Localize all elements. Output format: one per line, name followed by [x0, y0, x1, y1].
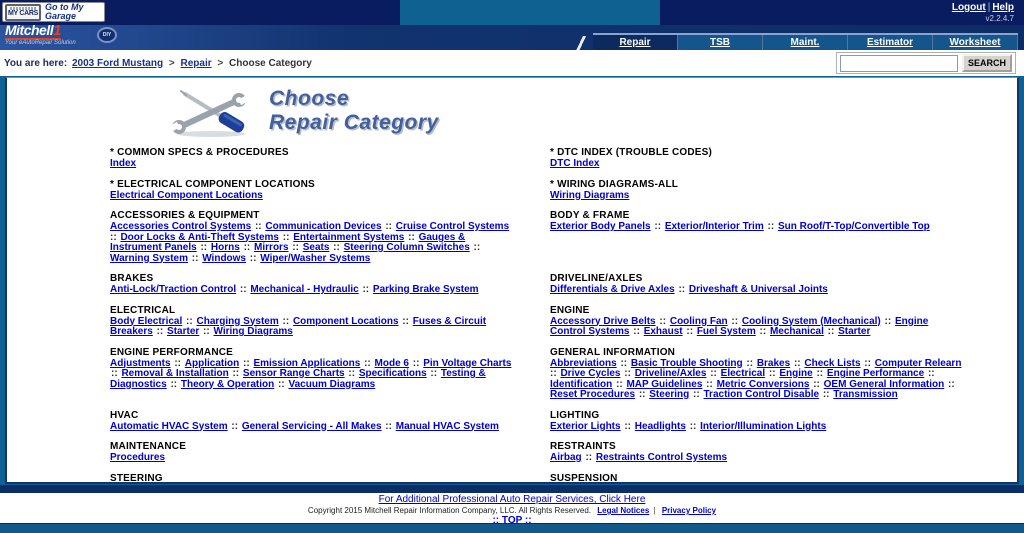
link-separator: ::: [686, 420, 700, 432]
category-link[interactable]: Engine Performance: [826, 368, 925, 379]
category-link[interactable]: Seats: [302, 242, 330, 253]
breadcrumb: [4, 58, 312, 69]
category-link[interactable]: Steering: [649, 389, 690, 400]
footer: [0, 493, 1024, 523]
category-link[interactable]: Windows: [202, 252, 246, 264]
category-links: [110, 317, 512, 338]
category-link[interactable]: Cruise Control Systems: [395, 221, 510, 232]
category-link[interactable]: Identification: [550, 378, 613, 390]
category-link[interactable]: Fuses & Circuit Breakers: [110, 315, 487, 337]
category-section: [550, 347, 964, 410]
brand-globe-badge: DIY: [97, 27, 117, 43]
category-link[interactable]: Brakes: [756, 357, 791, 369]
category-link[interactable]: Gauges & Instrument Panels: [110, 231, 466, 253]
category-link[interactable]: Mechanical - Hydraulic: [250, 284, 359, 295]
category-link[interactable]: Cooling Fan: [669, 315, 728, 327]
category-section: [550, 273, 964, 305]
top-bar-right: [660, 0, 1024, 25]
link-separator: ::: [279, 315, 292, 327]
category-link[interactable]: Starter: [838, 326, 871, 337]
category-links: [110, 422, 512, 433]
link-separator: ::: [582, 452, 595, 463]
category-link[interactable]: Airbag: [550, 452, 582, 463]
category-link[interactable]: Interior/Illumination Lights: [700, 420, 827, 432]
category-section: [550, 410, 964, 442]
category-link[interactable]: Mode 6: [374, 357, 409, 369]
link-separator: ::: [766, 368, 779, 379]
category-link[interactable]: Manual HVAC System: [395, 420, 499, 432]
category-link[interactable]: Horns: [210, 242, 240, 253]
link-separator: ::: [810, 378, 823, 390]
license-plate-icon: [5, 4, 41, 21]
link-separator: ::: [630, 326, 643, 337]
link-separator: ::: [690, 389, 703, 400]
category-link[interactable]: Starter: [167, 326, 200, 337]
category-heading: * DTC INDEX (TROUBLE CODES): [550, 147, 713, 158]
category-link[interactable]: Drive Cycles: [560, 368, 621, 379]
link-separator: ::: [399, 315, 412, 327]
category-grid: [7, 145, 1017, 484]
breadcrumb-current: Choose Category: [229, 57, 312, 69]
category-link[interactable]: Exhaust: [643, 326, 683, 337]
page-title-line1: Choose: [269, 87, 350, 110]
tab-label[interactable]: Repair: [619, 37, 651, 48]
category-link[interactable]: [244, 484, 324, 485]
category-section: [550, 147, 964, 179]
category-link[interactable]: Electrical Component Locations: [110, 189, 263, 201]
category-link[interactable]: Wiper/Washer Systems: [260, 252, 371, 264]
category-heading: ENGINE PERFORMANCE: [110, 346, 234, 358]
category-link[interactable]: Communication Devices: [265, 221, 382, 232]
category-link[interactable]: Reset Procedures: [550, 389, 636, 400]
link-separator: ::: [361, 357, 374, 369]
link-separator: ::: [728, 315, 741, 327]
category-heading: ACCESSORIES & EQUIPMENT: [110, 210, 260, 221]
category-section: [110, 210, 512, 273]
category-link[interactable]: Electrical: [720, 368, 766, 379]
link-separator: ::: [228, 420, 241, 432]
category-section: [550, 179, 964, 211]
logout-link[interactable]: Logout: [951, 2, 986, 13]
plate-label: MY CARS: [7, 9, 39, 17]
category-link[interactable]: Component Locations: [292, 315, 399, 327]
category-link[interactable]: Restraints Control Systems: [595, 452, 728, 463]
crossed-tools-icon: [169, 87, 255, 139]
tab-label[interactable]: TSB: [710, 37, 730, 48]
category-links: [110, 453, 512, 464]
category-section: [550, 441, 964, 473]
category-link[interactable]: Computer Relearn: [874, 357, 962, 369]
category-link[interactable]: Differentials & Drive Axles: [550, 284, 675, 295]
link-separator: ::: [861, 357, 874, 369]
category-link[interactable]: Metric Conversions: [716, 378, 810, 390]
link-separator: ::: [410, 357, 423, 369]
link-separator: ::: [703, 378, 716, 390]
tab-tsb[interactable]: [678, 35, 763, 50]
category-link[interactable]: Abbreviations: [550, 357, 617, 369]
link-separator: ::: [621, 420, 634, 432]
link-separator: ::: [229, 368, 242, 379]
category-section: [550, 210, 964, 273]
link-separator: ::: [743, 357, 756, 369]
category-section: [110, 305, 512, 347]
category-links: [110, 159, 512, 170]
category-section: [110, 147, 512, 179]
nav-tab-bar: [573, 33, 1018, 50]
category-section: [550, 473, 964, 485]
link-separator: [731, 484, 745, 485]
category-link[interactable]: [649, 484, 731, 485]
category-heading: SUSPENSION: [550, 472, 618, 484]
breadcrumb-prefix: You are here:: [4, 57, 68, 69]
category-heading: BODY & FRAME: [550, 210, 630, 221]
category-links: [550, 317, 964, 338]
brand-wordmark: Mitchell1: [5, 22, 61, 39]
category-links: [550, 285, 964, 296]
category-link[interactable]: Body Electrical: [110, 315, 183, 327]
link-separator: [230, 484, 244, 485]
category-link[interactable]: Cooling System (Mechanical): [741, 315, 881, 327]
link-separator: ::: [881, 315, 894, 327]
category-heading: HVAC: [110, 409, 139, 421]
category-heading: LIGHTING: [550, 409, 600, 421]
link-separator: ::: [111, 368, 121, 379]
category-heading: ENGINE: [550, 304, 590, 316]
category-links: [550, 159, 964, 170]
category-section: [110, 273, 512, 305]
top-bar: [0, 0, 1024, 25]
search-input[interactable]: [840, 55, 958, 72]
category-link[interactable]: Wiring Diagrams: [213, 326, 293, 337]
category-heading: * WIRING DIAGRAMS-ALL: [550, 178, 679, 190]
link-separator: ::: [382, 420, 395, 432]
link-separator: ::: [621, 368, 634, 379]
category-link[interactable]: [858, 484, 939, 485]
category-link[interactable]: Driveshaft & Universal Joints: [688, 284, 828, 295]
category-links: [110, 191, 512, 202]
page-title-graphic: [169, 87, 1017, 139]
link-separator: ::: [110, 231, 120, 243]
link-separator: ::: [613, 378, 626, 390]
tab-repair[interactable]: [593, 35, 678, 50]
garage-button-label: Go to My Garage: [45, 2, 84, 21]
tab-maint[interactable]: [763, 35, 848, 50]
category-link[interactable]: Pin Voltage Charts: [423, 357, 512, 369]
category-link[interactable]: [110, 484, 230, 485]
category-heading: BRAKES: [110, 273, 154, 284]
top-link[interactable]: :: TOP ::: [492, 515, 532, 523]
link-separator: ::: [945, 378, 955, 390]
services-link[interactable]: For Additional Professional Auto Repair Services, Click Here: [378, 494, 646, 505]
category-heading: ELECTRICAL: [110, 304, 176, 316]
category-link[interactable]: General Servicing - All Makes: [241, 420, 382, 432]
mitchell1-logo[interactable]: [5, 22, 112, 49]
diagonal-slash-decoration: [573, 36, 589, 50]
tab-label[interactable]: Estimator: [866, 37, 914, 48]
pipe-separator: |: [987, 2, 991, 13]
tab-estimator[interactable]: [848, 35, 933, 50]
link-separator: ::: [171, 357, 184, 369]
content-panel: [5, 77, 1019, 484]
category-link[interactable]: [745, 484, 844, 485]
category-link[interactable]: Application: [184, 357, 240, 369]
category-link[interactable]: Emission Applications: [253, 357, 361, 369]
category-link[interactable]: Engine Control Systems: [550, 315, 929, 337]
search-panel: [836, 52, 1016, 74]
link-separator: ::: [550, 368, 560, 379]
category-links: [550, 191, 964, 202]
search-button[interactable]: SEARCH: [962, 54, 1012, 72]
link-separator: ::: [289, 242, 302, 253]
link-separator: ::: [200, 326, 213, 337]
category-link[interactable]: Procedures: [110, 452, 166, 463]
copyright-text: Copyright 2015 Mitchell Repair Information Company, LLC. All Rights Reserved.: [307, 506, 592, 515]
category-link[interactable]: Parking Brake System: [372, 284, 479, 295]
category-link[interactable]: Fuel System: [696, 326, 756, 337]
link-separator: ::: [197, 242, 210, 253]
category-section: [550, 305, 964, 347]
footer-divider-bar: [0, 485, 1024, 493]
link-separator: ::: [345, 368, 358, 379]
link-separator: ::: [183, 315, 196, 327]
category-link[interactable]: OEM General Information: [823, 378, 945, 390]
category-link[interactable]: Warning System: [110, 252, 188, 264]
brand-one-accent: 1: [53, 22, 61, 39]
category-heading: STEERING: [110, 472, 163, 484]
category-links: [550, 359, 964, 401]
link-separator: ::: [651, 221, 664, 232]
category-link[interactable]: Sensor Range Charts: [242, 368, 345, 379]
category-link[interactable]: Theory & Operation: [180, 378, 275, 390]
category-heading: * COMMON SPECS & PROCEDURES: [110, 147, 289, 158]
category-section: [110, 441, 512, 473]
link-separator: ::: [820, 389, 833, 400]
link-separator: ::: [188, 252, 202, 264]
link-separator: ::: [636, 389, 649, 400]
link-separator: ::: [656, 315, 669, 327]
category-heading: RESTRAINTS: [550, 441, 616, 452]
category-link[interactable]: Specifications: [358, 368, 427, 379]
legal-notices-link[interactable]: Legal Notices: [597, 506, 650, 515]
link-separator: ::: [756, 326, 769, 337]
category-link[interactable]: Exterior/Interior Trim: [664, 221, 764, 232]
category-section: [110, 179, 512, 211]
version-label: v2.2.4.7: [985, 14, 1014, 23]
category-link[interactable]: Mechanical: [769, 326, 824, 337]
bottom-strip: [0, 523, 1024, 533]
tab-label[interactable]: Worksheet: [949, 37, 1001, 48]
category-heading: GENERAL INFORMATION: [550, 346, 676, 358]
category-link[interactable]: Door Locks & Anti-Theft Systems: [120, 231, 279, 243]
logo-nav-bar: [0, 22, 1024, 50]
link-separator: ::: [764, 221, 777, 232]
breadcrumb-row: [0, 50, 1024, 76]
category-link[interactable]: Traction Control Disable: [703, 389, 820, 400]
link-separator: ::: [675, 284, 688, 295]
link-separator: ::: [240, 242, 254, 253]
category-link[interactable]: Testing & Diagnostics: [110, 368, 486, 390]
link-separator: ::: [824, 326, 838, 337]
my-garage-button[interactable]: [2, 2, 105, 22]
pipe-separator: |: [653, 506, 656, 515]
category-link[interactable]: Transmission: [833, 389, 898, 400]
category-link[interactable]: Automatic HVAC System: [110, 420, 228, 432]
category-links: [110, 285, 512, 296]
category-heading: * ELECTRICAL COMPONENT LOCATIONS: [110, 178, 315, 190]
category-link[interactable]: Steering Column Switches: [343, 242, 470, 253]
link-separator: ::: [683, 326, 696, 337]
category-section: [110, 347, 512, 410]
category-link[interactable]: Entertainment Systems: [293, 231, 405, 243]
breadcrumb-repair-link[interactable]: Repair: [180, 57, 212, 69]
link-separator: ::: [330, 242, 343, 253]
brand-tagline: Your eAutoRepair Solution: [5, 40, 76, 46]
category-links: [110, 359, 512, 391]
category-link[interactable]: Check Lists: [804, 357, 861, 369]
privacy-policy-link[interactable]: Privacy Policy: [661, 506, 717, 515]
category-link[interactable]: [550, 484, 635, 485]
breadcrumb-separator: >: [168, 57, 175, 69]
link-separator: ::: [275, 378, 288, 390]
category-link[interactable]: Index: [110, 158, 137, 169]
link-separator: ::: [237, 284, 250, 295]
link-separator: ::: [252, 221, 265, 232]
copyright-line: [0, 506, 1024, 515]
link-separator: ::: [470, 242, 481, 253]
category-link[interactable]: Headlights: [634, 420, 686, 432]
category-link[interactable]: DTC Index: [550, 158, 600, 169]
category-link[interactable]: Exterior Lights: [550, 420, 621, 432]
link-separator: ::: [153, 326, 167, 337]
category-link[interactable]: Driveline/Axles: [634, 368, 707, 379]
category-link[interactable]: Engine: [779, 368, 813, 379]
tab-worksheet[interactable]: [933, 35, 1018, 50]
link-separator: ::: [280, 231, 293, 243]
category-links: [110, 222, 512, 264]
link-separator: ::: [791, 357, 804, 369]
help-link[interactable]: Help: [992, 2, 1014, 13]
link-separator: [844, 484, 858, 485]
link-separator: ::: [167, 378, 180, 390]
category-link[interactable]: Adjustments: [110, 357, 171, 369]
category-link[interactable]: Anti-Lock/Traction Control: [110, 284, 237, 295]
category-link[interactable]: MAP Guidelines: [626, 378, 703, 390]
category-link[interactable]: Vacuum Diagrams: [288, 378, 376, 390]
category-link[interactable]: Removal & Installation: [121, 368, 229, 379]
nav-tabs: [593, 33, 1018, 50]
category-link[interactable]: Exterior Body Panels: [550, 221, 651, 232]
category-heading: MAINTENANCE: [110, 441, 187, 452]
category-links: [550, 422, 964, 433]
link-separator: ::: [925, 368, 935, 379]
top-bar-spacer: [400, 0, 660, 25]
link-separator: ::: [240, 357, 253, 369]
category-link[interactable]: Mirrors: [254, 242, 289, 253]
page-title: [269, 87, 439, 135]
category-link[interactable]: Accessories Control Systems: [110, 221, 252, 232]
tab-label[interactable]: Maint.: [790, 37, 820, 48]
category-link[interactable]: Accessory Drive Belts: [550, 315, 656, 327]
category-section: [110, 473, 512, 485]
breadcrumb-separator: >: [217, 57, 224, 69]
link-separator: ::: [707, 368, 720, 379]
category-link[interactable]: Basic Trouble Shooting: [630, 357, 743, 369]
link-separator: ::: [813, 368, 826, 379]
page-title-line2: Repair Category: [269, 111, 439, 134]
category-section: [110, 410, 512, 442]
category-links: [550, 453, 964, 464]
link-separator: [635, 484, 649, 485]
category-links: [550, 222, 964, 233]
link-separator: ::: [405, 231, 418, 243]
link-separator: ::: [382, 221, 395, 232]
category-link[interactable]: Charging System: [196, 315, 279, 327]
category-heading: DRIVELINE/AXLES: [550, 273, 643, 284]
link-separator: ::: [427, 368, 440, 379]
breadcrumb-vehicle-link[interactable]: 2003 Ford Mustang: [71, 57, 164, 69]
category-link[interactable]: Sun Roof/T-Top/Convertible Top: [777, 221, 930, 232]
category-link[interactable]: Wiring Diagrams: [550, 189, 630, 201]
link-separator: ::: [359, 284, 372, 295]
link-separator: ::: [247, 252, 260, 264]
session-links: [952, 2, 1014, 13]
link-separator: ::: [617, 357, 630, 369]
